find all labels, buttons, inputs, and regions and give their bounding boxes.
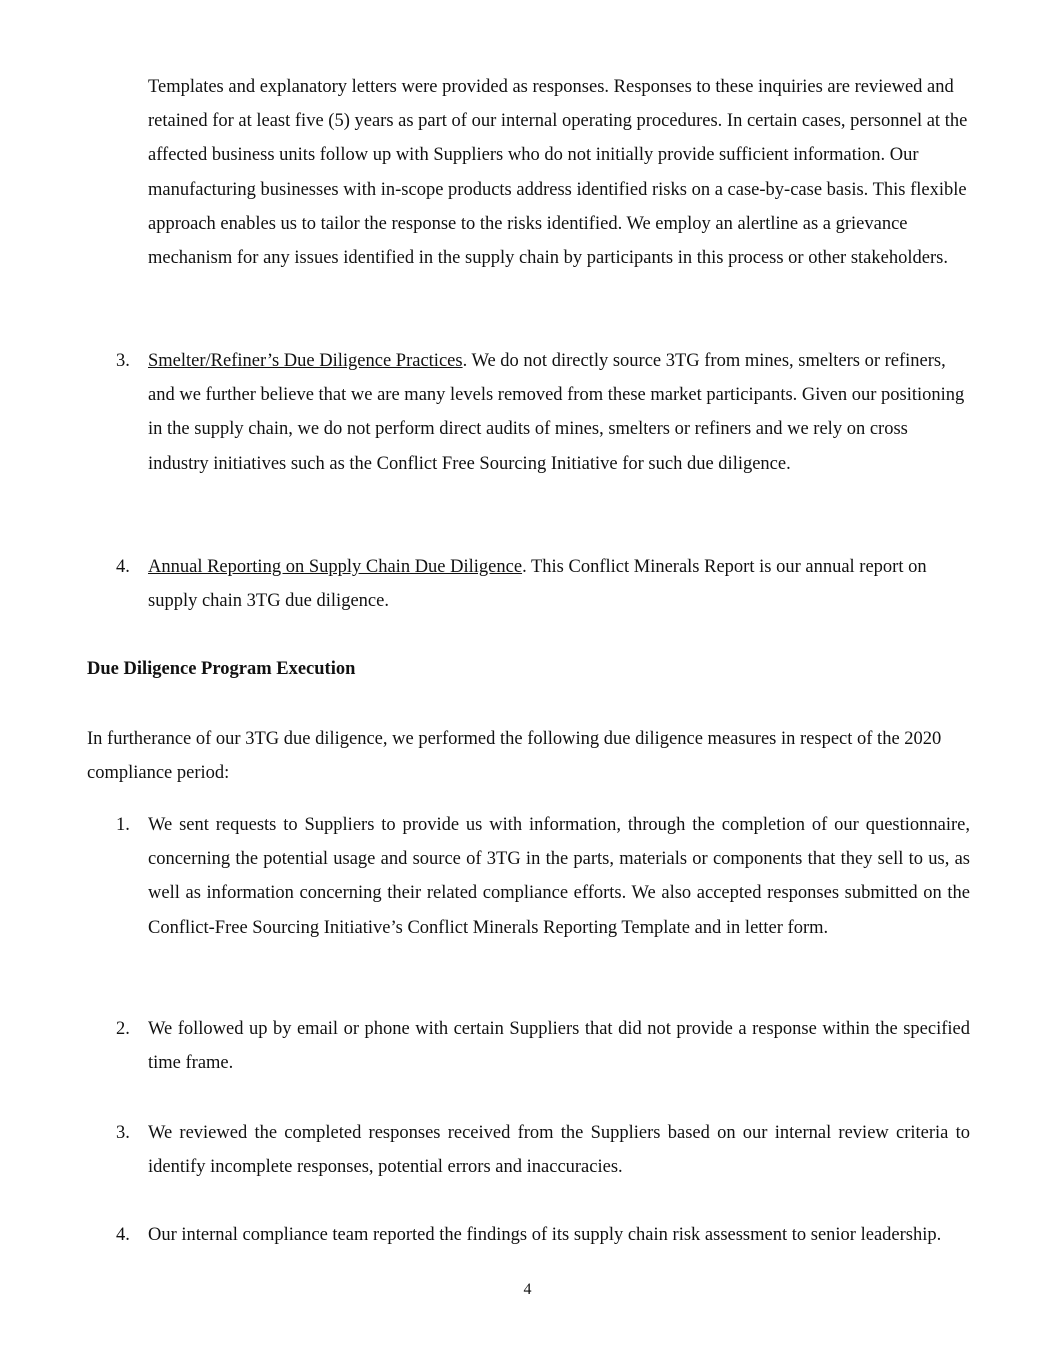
section-intro: In furtherance of our 3TG due diligence, we performed the following due diligence measures in respect of the 2020 compliance period: xyxy=(87,729,942,784)
item-text: We sent requests to Suppliers to provide us with information, through the completion of our questionnaire, concerning the potential usage and source of 3TG in the parts, materials or components that they sell to us, as well as information concerning their related compliance efforts. We also accepted responses submitted on the Conflict-Free Sourcing Initiative’s Conflict Minerals Reporting Template and in letter form. xyxy=(148,815,970,938)
page-number: 4 xyxy=(523,1281,532,1298)
execution-item-2 xyxy=(116,1012,970,1080)
item-text: Our internal compliance team reported the findings of its supply chain risk assessment to senior leadership. xyxy=(148,1225,942,1245)
section-heading: Due Diligence Program Execution xyxy=(87,659,356,679)
item-text: . This Conflict Minerals Report is our annual report on supply chain 3TG due diligence. xyxy=(148,557,927,612)
item-text: . We do not directly source 3TG from mines, smelters or refiners, and we further believe that we are many levels removed from these market participants. Given our positioning in the supply chain, we do not perform direct audits of mines, smelters or refiners and we rely on cross industry initiatives such as the Conflict Free Sourcing Initiative for such due diligence. xyxy=(148,351,965,474)
item-text: We reviewed the completed responses received from the Suppliers based on our internal review criteria to identify incomplete responses, potential errors and inaccuracies. xyxy=(148,1123,970,1178)
list-number: 4. xyxy=(116,557,130,577)
list-number: 3. xyxy=(116,1123,130,1143)
list-number: 2. xyxy=(116,1019,130,1039)
framework-item-3 xyxy=(116,344,970,481)
item-title: Smelter/Refiner’s Due Diligence Practices xyxy=(148,351,463,371)
list-number: 1. xyxy=(116,815,130,835)
framework-item-4 xyxy=(116,550,970,618)
execution-item-3 xyxy=(116,1116,970,1184)
item-text: We followed up by email or phone with certain Suppliers that did not provide a response within the specified time frame. xyxy=(148,1019,970,1074)
item-title: Annual Reporting on Supply Chain Due Diligence xyxy=(148,557,523,577)
execution-item-1 xyxy=(116,808,970,945)
list-number: 3. xyxy=(116,351,130,371)
intro-paragraph: Templates and explanatory letters were provided as responses. Responses to these inquiries are reviewed and retained for at least five (5) years as part of our internal operating procedures. In certain cases, personnel at the affected business units follow up with Suppliers who do not initially provide sufficient information. Our manufacturing businesses with in-scope products address identified risks on a case-by-case basis. This flexible approach enables us to tailor the response to the risks identified. We employ an alertline as a grievance mechanism for any issues identified in the supply chain by participants in this process or other stakeholders. xyxy=(148,77,968,269)
execution-item-4 xyxy=(116,1218,970,1252)
list-number: 4. xyxy=(116,1225,130,1245)
